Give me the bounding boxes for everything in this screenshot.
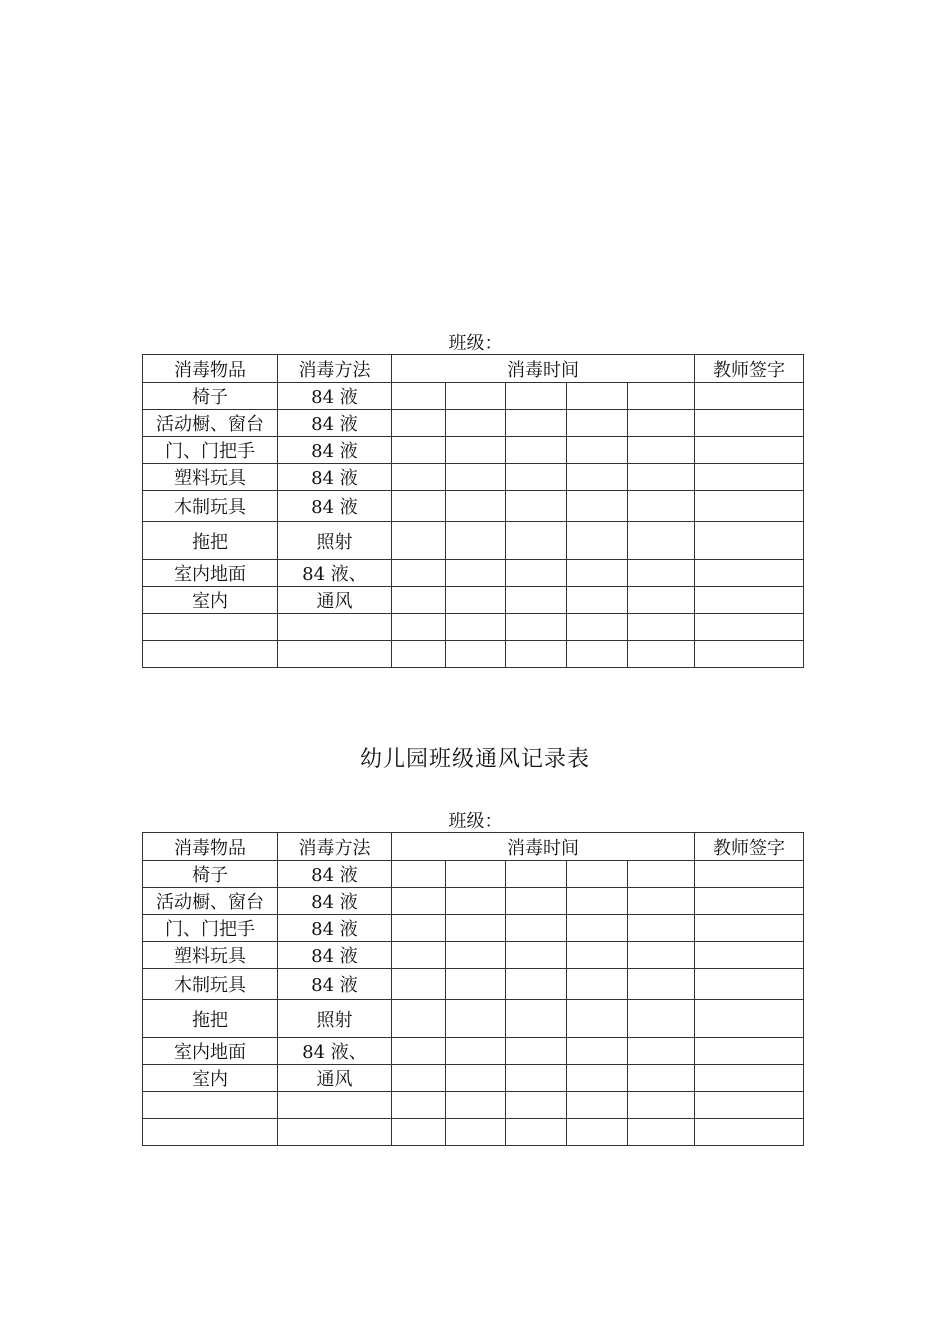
time-cell bbox=[392, 491, 446, 522]
item-cell: 椅子 bbox=[143, 861, 278, 888]
disinfection-table bbox=[142, 832, 804, 1146]
item-cell: 塑料玩具 bbox=[143, 942, 278, 969]
signature-cell bbox=[695, 1000, 804, 1038]
time-cell bbox=[628, 1000, 695, 1038]
time-cell bbox=[446, 1000, 506, 1038]
method-cell: 通风 bbox=[278, 1065, 392, 1092]
table-row bbox=[143, 587, 804, 614]
method-cell: 84 液 bbox=[278, 410, 392, 437]
item-cell bbox=[143, 641, 278, 668]
header-signature: 教师签字 bbox=[695, 355, 804, 383]
method-cell bbox=[278, 614, 392, 641]
table-row bbox=[143, 1038, 804, 1065]
time-cell bbox=[392, 942, 446, 969]
table-row bbox=[143, 491, 804, 522]
time-cell bbox=[446, 560, 506, 587]
time-cell bbox=[628, 464, 695, 491]
time-cell bbox=[392, 1119, 446, 1146]
time-cell bbox=[506, 861, 567, 888]
item-cell: 椅子 bbox=[143, 383, 278, 410]
time-cell bbox=[506, 587, 567, 614]
time-cell bbox=[506, 1038, 567, 1065]
signature-cell bbox=[695, 614, 804, 641]
time-cell bbox=[446, 464, 506, 491]
time-cell bbox=[628, 942, 695, 969]
time-cell bbox=[567, 861, 628, 888]
time-cell bbox=[567, 1119, 628, 1146]
time-cell bbox=[506, 383, 567, 410]
time-cell bbox=[392, 522, 446, 560]
item-cell: 木制玩具 bbox=[143, 969, 278, 1000]
time-cell bbox=[567, 888, 628, 915]
signature-cell bbox=[695, 410, 804, 437]
time-cell bbox=[446, 969, 506, 1000]
time-cell bbox=[446, 587, 506, 614]
time-cell bbox=[392, 969, 446, 1000]
header-item: 消毒物品 bbox=[143, 833, 278, 861]
signature-cell bbox=[695, 587, 804, 614]
table-row bbox=[143, 888, 804, 915]
time-cell bbox=[567, 491, 628, 522]
time-cell bbox=[506, 522, 567, 560]
method-cell: 84 液 bbox=[278, 888, 392, 915]
method-cell: 84 液、 bbox=[278, 560, 392, 587]
signature-cell bbox=[695, 1065, 804, 1092]
header-row bbox=[143, 355, 804, 383]
time-cell bbox=[567, 1000, 628, 1038]
time-cell bbox=[506, 464, 567, 491]
time-cell bbox=[392, 915, 446, 942]
time-cell bbox=[567, 560, 628, 587]
table-row bbox=[143, 1000, 804, 1038]
time-cell bbox=[567, 915, 628, 942]
record-block-2 bbox=[142, 812, 803, 1146]
time-cell bbox=[567, 437, 628, 464]
time-cell bbox=[392, 614, 446, 641]
table-row bbox=[143, 942, 804, 969]
item-cell: 门、门把手 bbox=[143, 437, 278, 464]
item-cell: 活动橱、窗台 bbox=[143, 888, 278, 915]
signature-cell bbox=[695, 641, 804, 668]
table-row bbox=[143, 1065, 804, 1092]
table-body bbox=[143, 833, 804, 1146]
time-cell bbox=[506, 641, 567, 668]
header-time: 消毒时间 bbox=[392, 833, 695, 861]
time-cell bbox=[628, 861, 695, 888]
item-cell: 木制玩具 bbox=[143, 491, 278, 522]
time-cell bbox=[506, 942, 567, 969]
signature-cell bbox=[695, 491, 804, 522]
time-cell bbox=[392, 1092, 446, 1119]
time-cell bbox=[567, 522, 628, 560]
method-cell bbox=[278, 641, 392, 668]
signature-cell bbox=[695, 942, 804, 969]
time-cell bbox=[628, 1092, 695, 1119]
method-cell: 84 液 bbox=[278, 491, 392, 522]
time-cell bbox=[446, 861, 506, 888]
time-cell bbox=[446, 915, 506, 942]
time-cell bbox=[628, 560, 695, 587]
header-method: 消毒方法 bbox=[278, 355, 392, 383]
time-cell bbox=[506, 969, 567, 1000]
record-block-1 bbox=[142, 334, 803, 668]
method-cell: 84 液 bbox=[278, 861, 392, 888]
time-cell bbox=[392, 437, 446, 464]
time-cell bbox=[628, 915, 695, 942]
time-cell bbox=[567, 1065, 628, 1092]
time-cell bbox=[506, 1119, 567, 1146]
method-cell: 84 液 bbox=[278, 942, 392, 969]
time-cell bbox=[446, 942, 506, 969]
time-cell bbox=[392, 383, 446, 410]
time-cell bbox=[506, 614, 567, 641]
time-cell bbox=[567, 969, 628, 1000]
table-row bbox=[143, 915, 804, 942]
table-row bbox=[143, 1092, 804, 1119]
signature-cell bbox=[695, 560, 804, 587]
signature-cell bbox=[695, 383, 804, 410]
item-cell: 室内 bbox=[143, 587, 278, 614]
time-cell bbox=[446, 522, 506, 560]
time-cell bbox=[628, 491, 695, 522]
time-cell bbox=[446, 1038, 506, 1065]
time-cell bbox=[506, 915, 567, 942]
time-cell bbox=[446, 383, 506, 410]
time-cell bbox=[567, 942, 628, 969]
signature-cell bbox=[695, 888, 804, 915]
time-cell bbox=[567, 464, 628, 491]
page-title: 幼儿园班级通风记录表 bbox=[359, 747, 590, 772]
header-time: 消毒时间 bbox=[392, 355, 695, 383]
time-cell bbox=[628, 410, 695, 437]
header-row bbox=[143, 833, 804, 861]
method-cell: 84 液 bbox=[278, 437, 392, 464]
method-cell: 84 液 bbox=[278, 464, 392, 491]
class-label: 班级： bbox=[448, 333, 503, 354]
time-cell bbox=[506, 437, 567, 464]
method-cell: 通风 bbox=[278, 587, 392, 614]
time-cell bbox=[446, 410, 506, 437]
time-cell bbox=[567, 410, 628, 437]
item-cell: 拖把 bbox=[143, 1000, 278, 1038]
time-cell bbox=[392, 464, 446, 491]
time-cell bbox=[446, 641, 506, 668]
table-row bbox=[143, 614, 804, 641]
method-cell: 照射 bbox=[278, 1000, 392, 1038]
header-signature: 教师签字 bbox=[695, 833, 804, 861]
time-cell bbox=[567, 587, 628, 614]
time-cell bbox=[628, 1038, 695, 1065]
item-cell: 门、门把手 bbox=[143, 915, 278, 942]
time-cell bbox=[628, 437, 695, 464]
table-row bbox=[143, 383, 804, 410]
method-cell bbox=[278, 1092, 392, 1119]
signature-cell bbox=[695, 915, 804, 942]
method-cell: 84 液 bbox=[278, 969, 392, 1000]
time-cell bbox=[446, 1065, 506, 1092]
table-row bbox=[143, 641, 804, 668]
method-cell: 84 液、 bbox=[278, 1038, 392, 1065]
item-cell bbox=[143, 1119, 278, 1146]
time-cell bbox=[628, 888, 695, 915]
table-row bbox=[143, 969, 804, 1000]
time-cell bbox=[446, 614, 506, 641]
time-cell bbox=[392, 1000, 446, 1038]
time-cell bbox=[392, 560, 446, 587]
time-cell bbox=[446, 888, 506, 915]
time-cell bbox=[628, 1065, 695, 1092]
item-cell: 活动橱、窗台 bbox=[143, 410, 278, 437]
time-cell bbox=[506, 1065, 567, 1092]
signature-cell bbox=[695, 1038, 804, 1065]
time-cell bbox=[567, 1038, 628, 1065]
time-cell bbox=[392, 888, 446, 915]
time-cell bbox=[392, 641, 446, 668]
time-cell bbox=[628, 587, 695, 614]
item-cell: 室内 bbox=[143, 1065, 278, 1092]
header-item: 消毒物品 bbox=[143, 355, 278, 383]
item-cell: 塑料玩具 bbox=[143, 464, 278, 491]
signature-cell bbox=[695, 969, 804, 1000]
table-row bbox=[143, 560, 804, 587]
time-cell bbox=[567, 1092, 628, 1119]
item-cell: 室内地面 bbox=[143, 1038, 278, 1065]
time-cell bbox=[392, 861, 446, 888]
time-cell bbox=[446, 437, 506, 464]
time-cell bbox=[628, 641, 695, 668]
time-cell bbox=[446, 491, 506, 522]
time-cell bbox=[628, 614, 695, 641]
time-cell bbox=[446, 1119, 506, 1146]
class-label: 班级： bbox=[448, 811, 503, 832]
method-cell: 照射 bbox=[278, 522, 392, 560]
time-cell bbox=[567, 641, 628, 668]
item-cell bbox=[143, 614, 278, 641]
item-cell: 室内地面 bbox=[143, 560, 278, 587]
time-cell bbox=[506, 491, 567, 522]
table-row bbox=[143, 1119, 804, 1146]
time-cell bbox=[446, 1092, 506, 1119]
method-cell bbox=[278, 1119, 392, 1146]
time-cell bbox=[506, 1092, 567, 1119]
time-cell bbox=[506, 560, 567, 587]
table-row bbox=[143, 410, 804, 437]
signature-cell bbox=[695, 522, 804, 560]
signature-cell bbox=[695, 1092, 804, 1119]
time-cell bbox=[628, 522, 695, 560]
method-cell: 84 液 bbox=[278, 383, 392, 410]
time-cell bbox=[628, 1119, 695, 1146]
signature-cell bbox=[695, 437, 804, 464]
item-cell: 拖把 bbox=[143, 522, 278, 560]
time-cell bbox=[506, 888, 567, 915]
signature-cell bbox=[695, 464, 804, 491]
time-cell bbox=[392, 587, 446, 614]
time-cell bbox=[392, 410, 446, 437]
time-cell bbox=[506, 410, 567, 437]
table-row bbox=[143, 437, 804, 464]
table-row bbox=[143, 861, 804, 888]
signature-cell bbox=[695, 861, 804, 888]
time-cell bbox=[567, 383, 628, 410]
table-row bbox=[143, 522, 804, 560]
method-cell: 84 液 bbox=[278, 915, 392, 942]
item-cell bbox=[143, 1092, 278, 1119]
time-cell bbox=[567, 614, 628, 641]
disinfection-table bbox=[142, 354, 804, 668]
header-method: 消毒方法 bbox=[278, 833, 392, 861]
time-cell bbox=[392, 1038, 446, 1065]
time-cell bbox=[628, 383, 695, 410]
time-cell bbox=[506, 1000, 567, 1038]
table-body bbox=[143, 355, 804, 668]
table-row bbox=[143, 464, 804, 491]
signature-cell bbox=[695, 1119, 804, 1146]
time-cell bbox=[392, 1065, 446, 1092]
time-cell bbox=[628, 969, 695, 1000]
